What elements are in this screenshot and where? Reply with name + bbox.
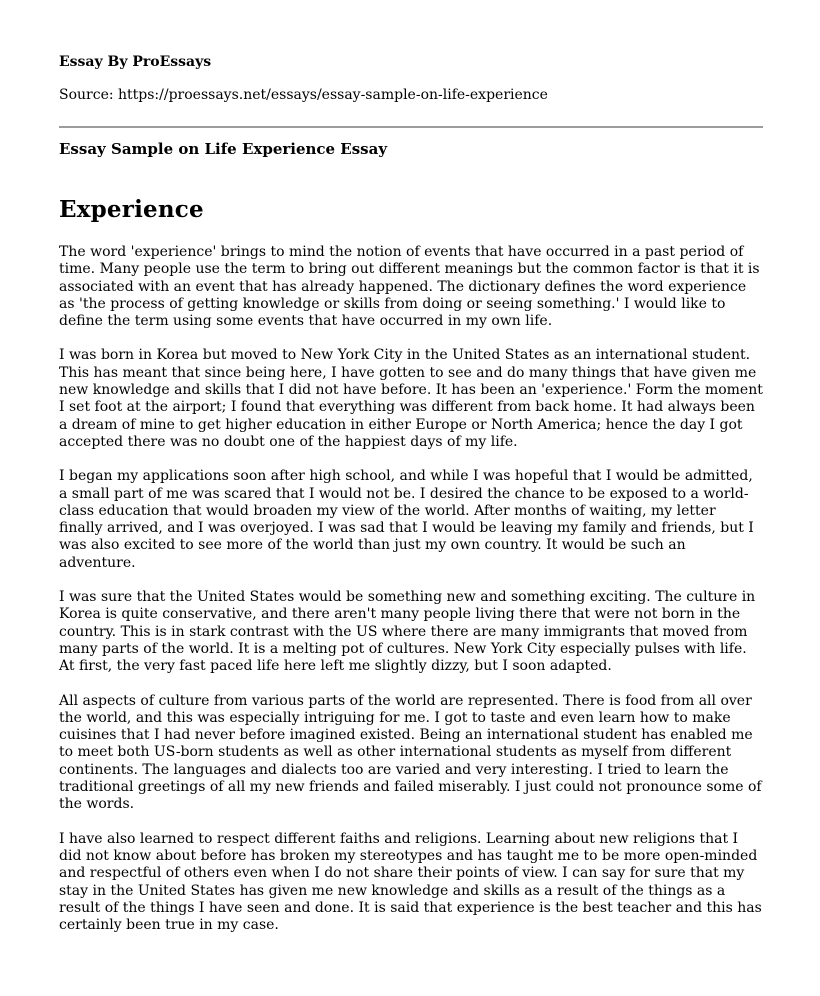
- essay-paragraph: I was born in Korea but moved to New York City in the United States as an international student. This has meant that since being here, I have gotten to see and do many things that have given me new knowledge and skills that I did not have before. It has been an 'experience.' Form the moment I set foot at the airport; I found that everything was different from back home. It had always been a dream of mine to get higher education in either Europe or North America; hence the day I got accepted there was no doubt one of the happiest days of my life.: [59, 347, 763, 450]
- essay-paragraph: I have also learned to respect different faiths and religions. Learning about new religions that I did not know about before has broken my stereotypes and has taught me to be more open-minded and respectful of others even when I do not share their points of view. I can say for sure that my stay in the United States has given me new knowledge and skills as a result of the things as a result of the things I have seen and done. It is said that experience is the best teacher and this has certainly been true in my case.: [59, 830, 762, 934]
- essay-paragraph: The word 'experience' brings to mind the notion of events that have occurred in a past period of time. Many people use the term to bring out different meanings but the common factor is that it is associated with an event that has already happened. The dictionary defines the word experience as 'the process of getting knowledge or skills from doing or seeing something.' I would like to define the term using some events that have occurred in my own life.: [59, 244, 760, 330]
- brand-line: Essay By ProEssays: [59, 54, 212, 70]
- header-divider: [59, 126, 763, 128]
- essay-paragraph: All aspects of culture from various parts of the world are represented. There is food from all over the world, and this was especially intriguing for me. I got to taste and even learn how to make cuisines that I had never before imagined existed. Being an international student has enabled me to meet both US-born students as well as other international students as myself from different continents. The languages and dialects too are varied and very interesting. I tried to learn the traditional greetings of all my new friends and failed miserably. I just could not pronounce some of the words.: [59, 692, 762, 813]
- source-line: Source: https://proessays.net/essays/essay-sample-on-life-experience: [59, 87, 548, 103]
- essay-paragraph: I was sure that the United States would be something new and something exciting. The culture in Korea is quite conservative, and there aren't many people living there that were not born in the country. This is in stark contrast with the US where there are many immigrants that moved from many parts of the world. It is a melting pot of cultures. New York City especially pulses with life. At first, the very fast paced life here left me slightly dizzy, but I soon adapted.: [59, 589, 756, 675]
- essay-title: Experience: [59, 196, 204, 223]
- essay-paragraph: I began my applications soon after high school, and while I was hopeful that I would be admitted, a small part of me was scared that I would not be. I desired the chance to be exposed to a world-class education that would broaden my view of the world. After months of waiting, my letter finally arrived, and I was overjoyed. I was sad that I would be leaving my family and friends, but I was also excited to see more of the world than just my own country. It would be such an adventure.: [59, 468, 754, 571]
- document-title: Essay Sample on Life Experience Essay: [59, 140, 388, 158]
